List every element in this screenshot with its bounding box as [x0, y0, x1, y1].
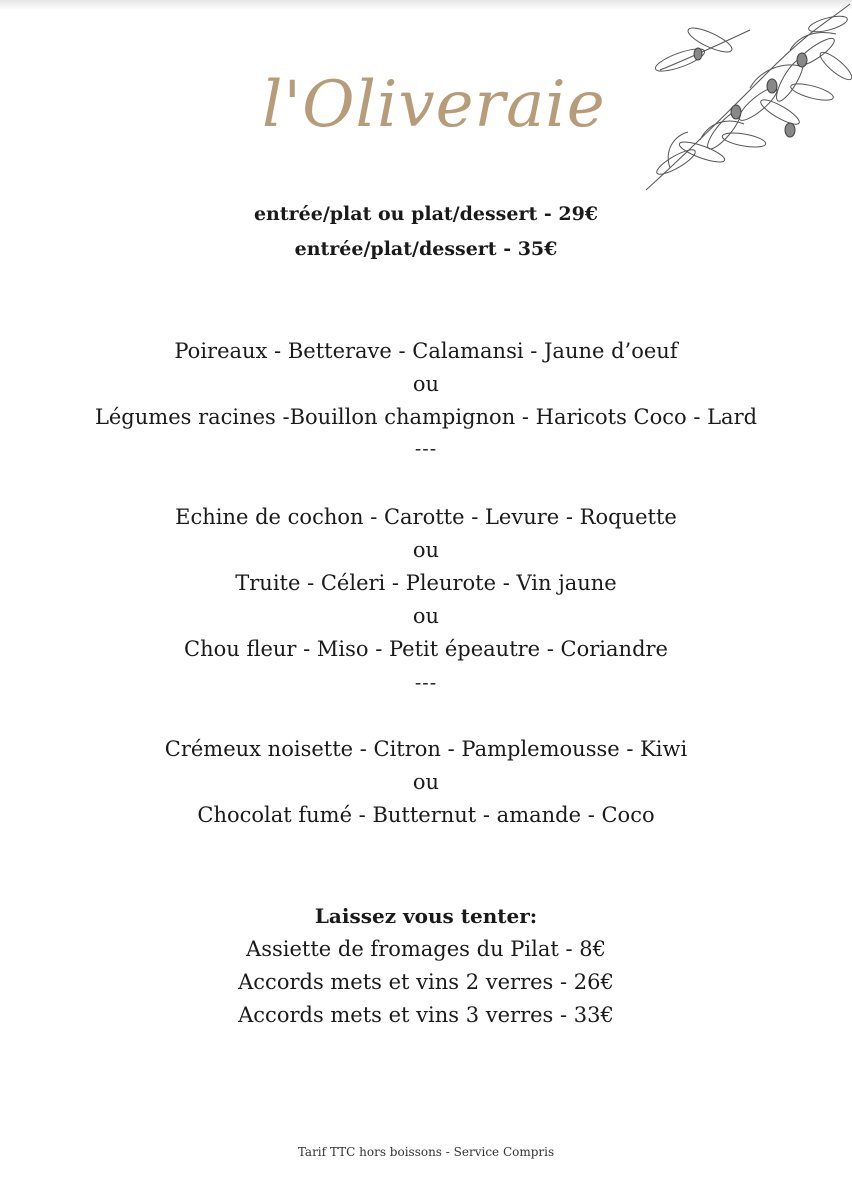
dessert-1: Crémeux noisette - Citron - Pamplemousse - Kiwi — [164, 737, 688, 761]
restaurant-logo — [262, 40, 606, 170]
logo-wordmark: l'Oliveraie — [262, 68, 606, 142]
olive-branch-icon — [640, 0, 852, 196]
starter-2: Légumes racines -Bouillon champignon - Haricots Coco - Lard — [94, 405, 758, 429]
extra-item-cheese: Assiette de fromages du Pilat - 8€ — [246, 937, 606, 961]
price-option-2: entrée/plat/dessert - 35€ — [294, 238, 558, 260]
course-divider: --- — [414, 672, 438, 694]
footer-note: Tarif TTC hors boissons - Service Compris — [297, 1145, 555, 1159]
separator-or: ou — [412, 770, 440, 794]
main-2: Truite - Céleri - Pleurote - Vin jaune — [235, 571, 617, 595]
separator-or: ou — [412, 604, 440, 628]
extra-item-pairing-3: Accords mets et vins 3 verres - 33€ — [238, 1003, 614, 1027]
separator-or: ou — [412, 538, 440, 562]
dessert-2: Chocolat fumé - Butternut - amande - Coco — [197, 803, 655, 827]
main-3: Chou fleur - Miso - Petit épeautre - Coriandre — [184, 637, 668, 661]
separator-or: ou — [412, 372, 440, 396]
extras-heading: Laissez vous tenter: — [314, 904, 538, 928]
course-divider: --- — [414, 438, 438, 460]
extra-item-pairing-2: Accords mets et vins 2 verres - 26€ — [238, 970, 614, 994]
starter-1: Poireaux - Betterave - Calamansi - Jaune d’oeuf — [174, 339, 678, 363]
price-option-1: entrée/plat ou plat/dessert - 29€ — [253, 203, 599, 225]
main-1: Echine de cochon - Carotte - Levure - Roquette — [175, 505, 677, 529]
